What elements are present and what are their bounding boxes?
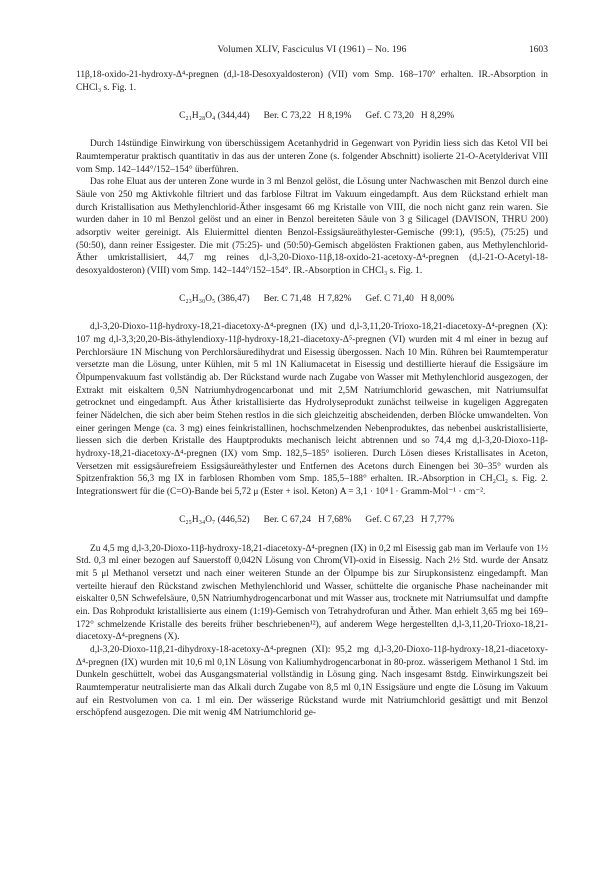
page-header <box>76 44 548 57</box>
paragraph: Das rohe Eluat aus der unteren Zone wurde in 3 ml Benzol gelöst, die Lösung unter Nachwaschen mit Benzol durch eine Säule von 250 mg Aktivkohle filtriert und das farblose Filtrat im Vakuum eingedampft. Aus dem Rückstand erhielt man durch Kristallisation aus Methylenchlorid-Äther insgesamt 66 mg Kristalle von VIII, die noch nicht ganz rein waren. Sie wurden daher in 10 ml Benzol gelöst und an einer in Benzol bereiteten Säule von 3 g Silicagel (DAVISON, THRU 200) adsorptiv weiter gereinigt. Als Eluiermittel dienten Benzol-Essigsäureäthylester-Gemische (99:1), (95:5), (75:25) und (50:50), dann reiner Essigester. Die mit (75:25)- und (50:50)-Gemisch abgelösten Fraktionen gaben, aus Methylenchlorid-Äther umkristallisiert, 44,7 mg reines d,l-3,20-Dioxo-11β,18-oxido-21-acetoxy-Δ⁴-pregnen (d,l-21-O-Acetyl-18-desoxyaldosteron) (VIII) vom Smp. 142–144°/152–154°. IR.-Absorption in CHCl₃ s. Fig. 1. <box>76 177 548 276</box>
elemental-analysis-row <box>76 97 548 135</box>
analysis-found: Gef. C 67,23 H 7,77% <box>365 515 455 526</box>
paragraph: Zu 4,5 mg d,l-3,20-Dioxo-11β-hydroxy-18,21-diacetoxy-Δ⁴-pregnen (IX) in 0,2 ml Eisessig gab man im Verlaufe von 1½ Std. 0,3 ml einer bezogen auf Sauerstoff 0,042N Lösung von Chrom(VI)-oxid in Eisessig. Nach 2½ Std. wurde der Ansatz mit 5 μl Methanol versetzt und nach einer weiteren Stunde an der Ölpumpe bis zur Sirupkonsistenz eingedampft. Man verteilte hierauf den Rückstand zwischen Methylenchlorid und Wasser, schüttelte die organische Phase nacheinander mit eiskalter 0,5N Schwefelsäure, 0,5N Natriumhydrogencarbonat und mit Wasser aus, trocknete mit Natriumsulfat und dampfte ein. Das Rohprodukt kristallisierte aus einem (1:19)-Gemisch von Tetrahydrofuran und Äther. Man erhielt 3,65 mg bei 169–172° schmelzende Kristalle des bereits früher beschriebenen¹²), auf anderem Wege hergestellten d,l-3,11,20-Trioxo-18,21-diacetoxy-Δ⁴-pregnens (X). <box>76 543 548 643</box>
analysis-calculated: Ber. C 71,48 H 7,82% <box>263 294 352 305</box>
analysis-formula: C₂₅H₃₄O₇ (446,52) <box>179 515 250 526</box>
analysis-found: Gef. C 71,40 H 8,00% <box>365 294 455 305</box>
elemental-analysis-row <box>76 502 548 540</box>
analysis-formula: C₂₃H₃₀O₅ (386,47) <box>179 294 250 305</box>
paragraph: Durch 14stündige Einwirkung von überschüssigem Acetanhydrid in Gegenwart von Pyridin liess sich das Ketol VII bei Raumtemperatur praktisch quantitativ in das aus der unteren Zone (s. folgender Abschnitt) isolierte 21-O-Acetylderivat VIII vom Smp. 142–144°/152–154° überführen. <box>76 139 548 175</box>
analysis-calculated: Ber. C 67,24 H 7,68% <box>263 515 352 526</box>
elemental-analysis-row <box>76 281 548 319</box>
analysis-calculated: Ber. C 73,22 H 8,19% <box>263 110 352 121</box>
journal-page <box>76 44 548 720</box>
paragraph-continuation: 11β,18-oxido-21-hydroxy-Δ⁴-pregnen (d,l-18-Desoxyaldosteron) (VII) vom Smp. 168–170° erhalten. IR.-Absorption in CHCl₃ s. Fig. 1. <box>76 70 548 93</box>
analysis-formula: C₂₁H₂₈O₄ (344,44) <box>179 110 250 121</box>
page-number: 1603 <box>528 44 548 55</box>
paragraph: d,l-3,20-Dioxo-11β-hydroxy-18,21-diacetoxy-Δ⁴-pregnen (IX) und d,l-3,11,20-Trioxo-18,21-diacetoxy-Δ⁴-pregnen (X): 107 mg d,l-3,3;20,20-Bis-äthylendioxy-11β-hydroxy-18,21-diacetoxy-Δ⁵-pregnen (VI) wurden mit 4 ml einer in bezug auf Perchlorsäure 1N Mischung von Perchlorsäuredihydrat und Eisessig übergossen. Nach 10 Min. Rühren bei Raumtemperatur versetzte man die Lösung, unter Kühlen, mit 5 ml 1N Kaliumacetat in Eisessig und destillierte hierauf die Essigsäure im Ölpumpenvakuum fast vollständig ab. Der Rückstand wurde nach Zugabe von Wasser mit Methylenchlorid ausgezogen, der Extrakt mit eiskaltem 0,5N Natriumhydrogencarbonat und mit 2,5M Natriumchlorid gewaschen, mit Natriumsulfat getrocknet und eingedampft. Aus Äther kristallisierte das Hydrolyseprodukt zunächst teilweise in kugeligen Aggregaten feiner Nädelchen, die sich aber beim Stehen restlos in die sich gleichzeitig abscheidenden, derben Blöcke umwandelten. Von einer geringen Menge (ca. 3 mg) eines feinkristallinen, hochschmelzenden Nebenproduktes, das nebenbei auskristallisierte, liessen sich die derben Kristalle des Hauptprodukts mechanisch leicht abtrennen und so 74,4 mg d,l-3,20-Dioxo-11β-hydroxy-18,21-diacetoxy-Δ⁴-pregnen (IX) vom Smp. 182,5–185° isolieren. Durch Lösen dieses Kristallisates in Aceton, Versetzen mit essigsäurefreiem Essigsäureäthylester und Entfernen des Acetons durch Einengen bei 30–35° wurden als Spitzenfraktion 56,3 mg IX in farblosen Rhomben vom Smp. 185,5–188° erhalten. IR.-Absorption in CH₂Cl₂ s. Fig. 2. Integrationswert für die (C=O)-Bande bei 5,72 μ (Ester + isol. Keton) A = 3,1 · 10⁴ l · Gramm-Mol⁻¹ · cm⁻². <box>76 322 548 497</box>
running-title: Volumen XLIV, Fasciculus VI (1961) – No. 196 <box>217 44 407 55</box>
analysis-found: Gef. C 73,20 H 8,29% <box>365 110 455 121</box>
paragraph: d,l-3,20-Dioxo-11β,21-dihydroxy-18-acetoxy-Δ⁴-pregnen (XI): 95,2 mg d,l-3,20-Dioxo-11β-hydroxy-18,21-diacetoxy-Δ⁴-pregnen (IX) wurden mit 10,6 ml 0,1N Lösung von Kaliumhydrogencarbonat in 80-proz. wässerigem Methanol 1 Std. im Dunkeln geschüttelt, wobei das Ausgangsmaterial vollständig in Lösung ging. Nach insgesamt 8stdg. Einwirkungszeit bei Raumtemperatur neutralisierte man das Alkali durch Zugabe von 8,5 ml 0,1N Essigsäure und engte die Lösung im Vakuum auf ein Restvolumen von ca. 1 ml ein. Der wässerige Rückstand wurde mit Natriumchlorid gesättigt und mit Benzol erschöpfend ausgezogen. Die mit wenig 4M Natriumchlorid ge- <box>76 644 548 719</box>
